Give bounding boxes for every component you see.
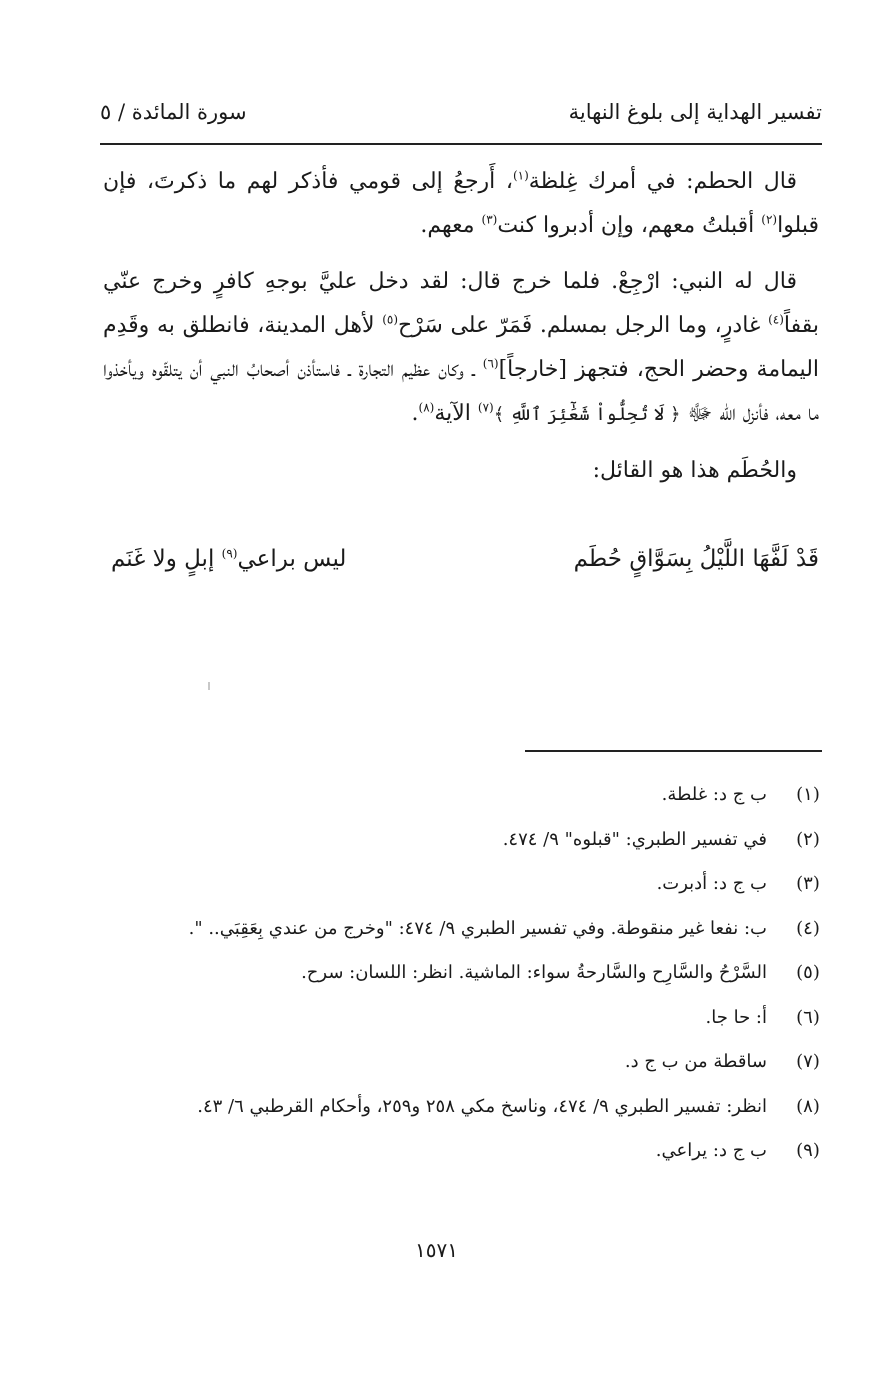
footnote-item (100, 1090, 825, 1135)
footnote-item (100, 1045, 825, 1090)
footnote-ref-6: (٦) (482, 356, 499, 371)
text-run: إبلٍ ولا غَنَم (111, 546, 222, 572)
footnote-item (100, 956, 825, 1001)
poem-verse (103, 546, 819, 592)
footnote-number: (٥) (796, 962, 820, 983)
surah-reference: سورة المائدة / ٥ (100, 100, 247, 124)
footnotes-list (100, 778, 825, 1179)
footnote-ref-3: (٣) (481, 212, 498, 227)
poem-hemistich-1: قَدْ لَفَّهَا اللَّيْلُ بِسَوَّاقٍ حُطَم (573, 546, 819, 572)
text-run: ليس براعي (237, 546, 347, 572)
footnote-text: السَّرْحُ والسَّارِح والسَّارحةُ سواء: الماشية. انظر: اللسان: سرح. (301, 962, 767, 983)
footnote-text: انظر: تفسير الطبري ٩/ ٤٧٤، وناسخ مكي ٢٥٨ و٢٥٩، وأحكام القرطبي ٦/ ٤٣. (197, 1095, 767, 1117)
text-run: أقبلتُ معهم، وإن أدبروا كنت (497, 213, 762, 238)
footnote-ref-5: (٥) (382, 312, 399, 327)
footnote-number: (٨) (796, 1095, 820, 1117)
footnote-number: (٤) (796, 917, 820, 939)
footnote-ref-7: (٧) (477, 400, 494, 415)
footnote-number: (٢) (796, 828, 820, 850)
footnote-item (100, 1134, 825, 1179)
poem-hemistich-2 (111, 546, 346, 572)
text-run: قال له النبي: ارْجِعْ. فلما خرج قال: لقد دخل عليَّ بوجهِ كافرٍ وخرج عنّي بقفاً (103, 269, 820, 338)
footnote-ref-4: (٤) (768, 312, 784, 327)
footnote-ref-8: (٨) (418, 400, 435, 415)
footnote-ref-1: (١) (512, 168, 529, 183)
footnote-ref-9: (٩) (221, 546, 238, 561)
footnote-text: ب ج د: أدبرت. (656, 873, 767, 894)
page-number: ١٥٧١ (415, 1238, 458, 1262)
paragraph-2 (103, 260, 819, 437)
text-run: ـ وكان عظيم التجارة ـ فاستأذن أصحابُ النبي أن يتلقّوه ويأخذوا ما معه، فأنزل الله ﷻ (103, 357, 819, 426)
footnote-item (100, 778, 825, 823)
footnote-text: في تفسير الطبري: "قبلوه" ٩/ ٤٧٤. (502, 828, 767, 850)
book-title: تفسير الهداية إلى بلوغ النهاية (568, 100, 822, 124)
footnote-number: (٧) (796, 1051, 820, 1072)
footnote-text: ب ج د: غلطة. (661, 784, 767, 805)
text-run: قال الحطم: في أمرك غِلظة (528, 169, 797, 194)
footnote-number: (٣) (796, 873, 820, 894)
footnote-text: ساقطة من ب ج د. (624, 1051, 767, 1072)
text-run: غادرٍ، وما الرجل بمسلم. فَمَرّ على سَرْح (398, 313, 769, 338)
main-text (103, 160, 819, 505)
quran-verse: ﴿ لَا تُحِلُّواْ شَعَٰٓئِرَ ٱللَّهِ ﴾ (493, 404, 681, 425)
paragraph-1 (103, 160, 819, 248)
footnote-item (100, 823, 825, 868)
footnote-number: (٩) (796, 1140, 820, 1161)
text-run: ، أَرجعُ إلى قومي فأذكر لهم ما ذكرتَ، فإن قبلوا (103, 169, 819, 238)
footnote-text: أ: حا جا. (705, 1006, 767, 1028)
footnote-separator (525, 750, 822, 752)
paragraph-3: والحُطَم هذا هو القائل: (592, 458, 797, 483)
text-run: الآية (434, 401, 478, 426)
header-rule (100, 143, 822, 145)
footnote-number: (٦) (796, 1006, 820, 1028)
footnote-text: ب ج د: يراعي. (655, 1140, 767, 1161)
text-run: لأهل المدينة، فانطلق به وقَدِم اليمامة وحضر الحج، فتجهز [خارجاً] (103, 313, 820, 382)
running-header (100, 100, 822, 134)
footnote-item (100, 867, 825, 912)
scan-artifact (208, 682, 210, 690)
footnote-item (100, 912, 825, 957)
footnote-number: (١) (796, 784, 820, 805)
footnote-ref-2: (٢) (761, 212, 778, 227)
text-run: . (411, 401, 419, 426)
text-run: معهم. (420, 213, 482, 238)
footnote-text: ب: نفعا غير منقوطة. وفي تفسير الطبري ٩/ ٤٧٤: "وخرج من عندي بِعَقِبَي.. ". (188, 917, 767, 939)
footnote-item (100, 1001, 825, 1046)
